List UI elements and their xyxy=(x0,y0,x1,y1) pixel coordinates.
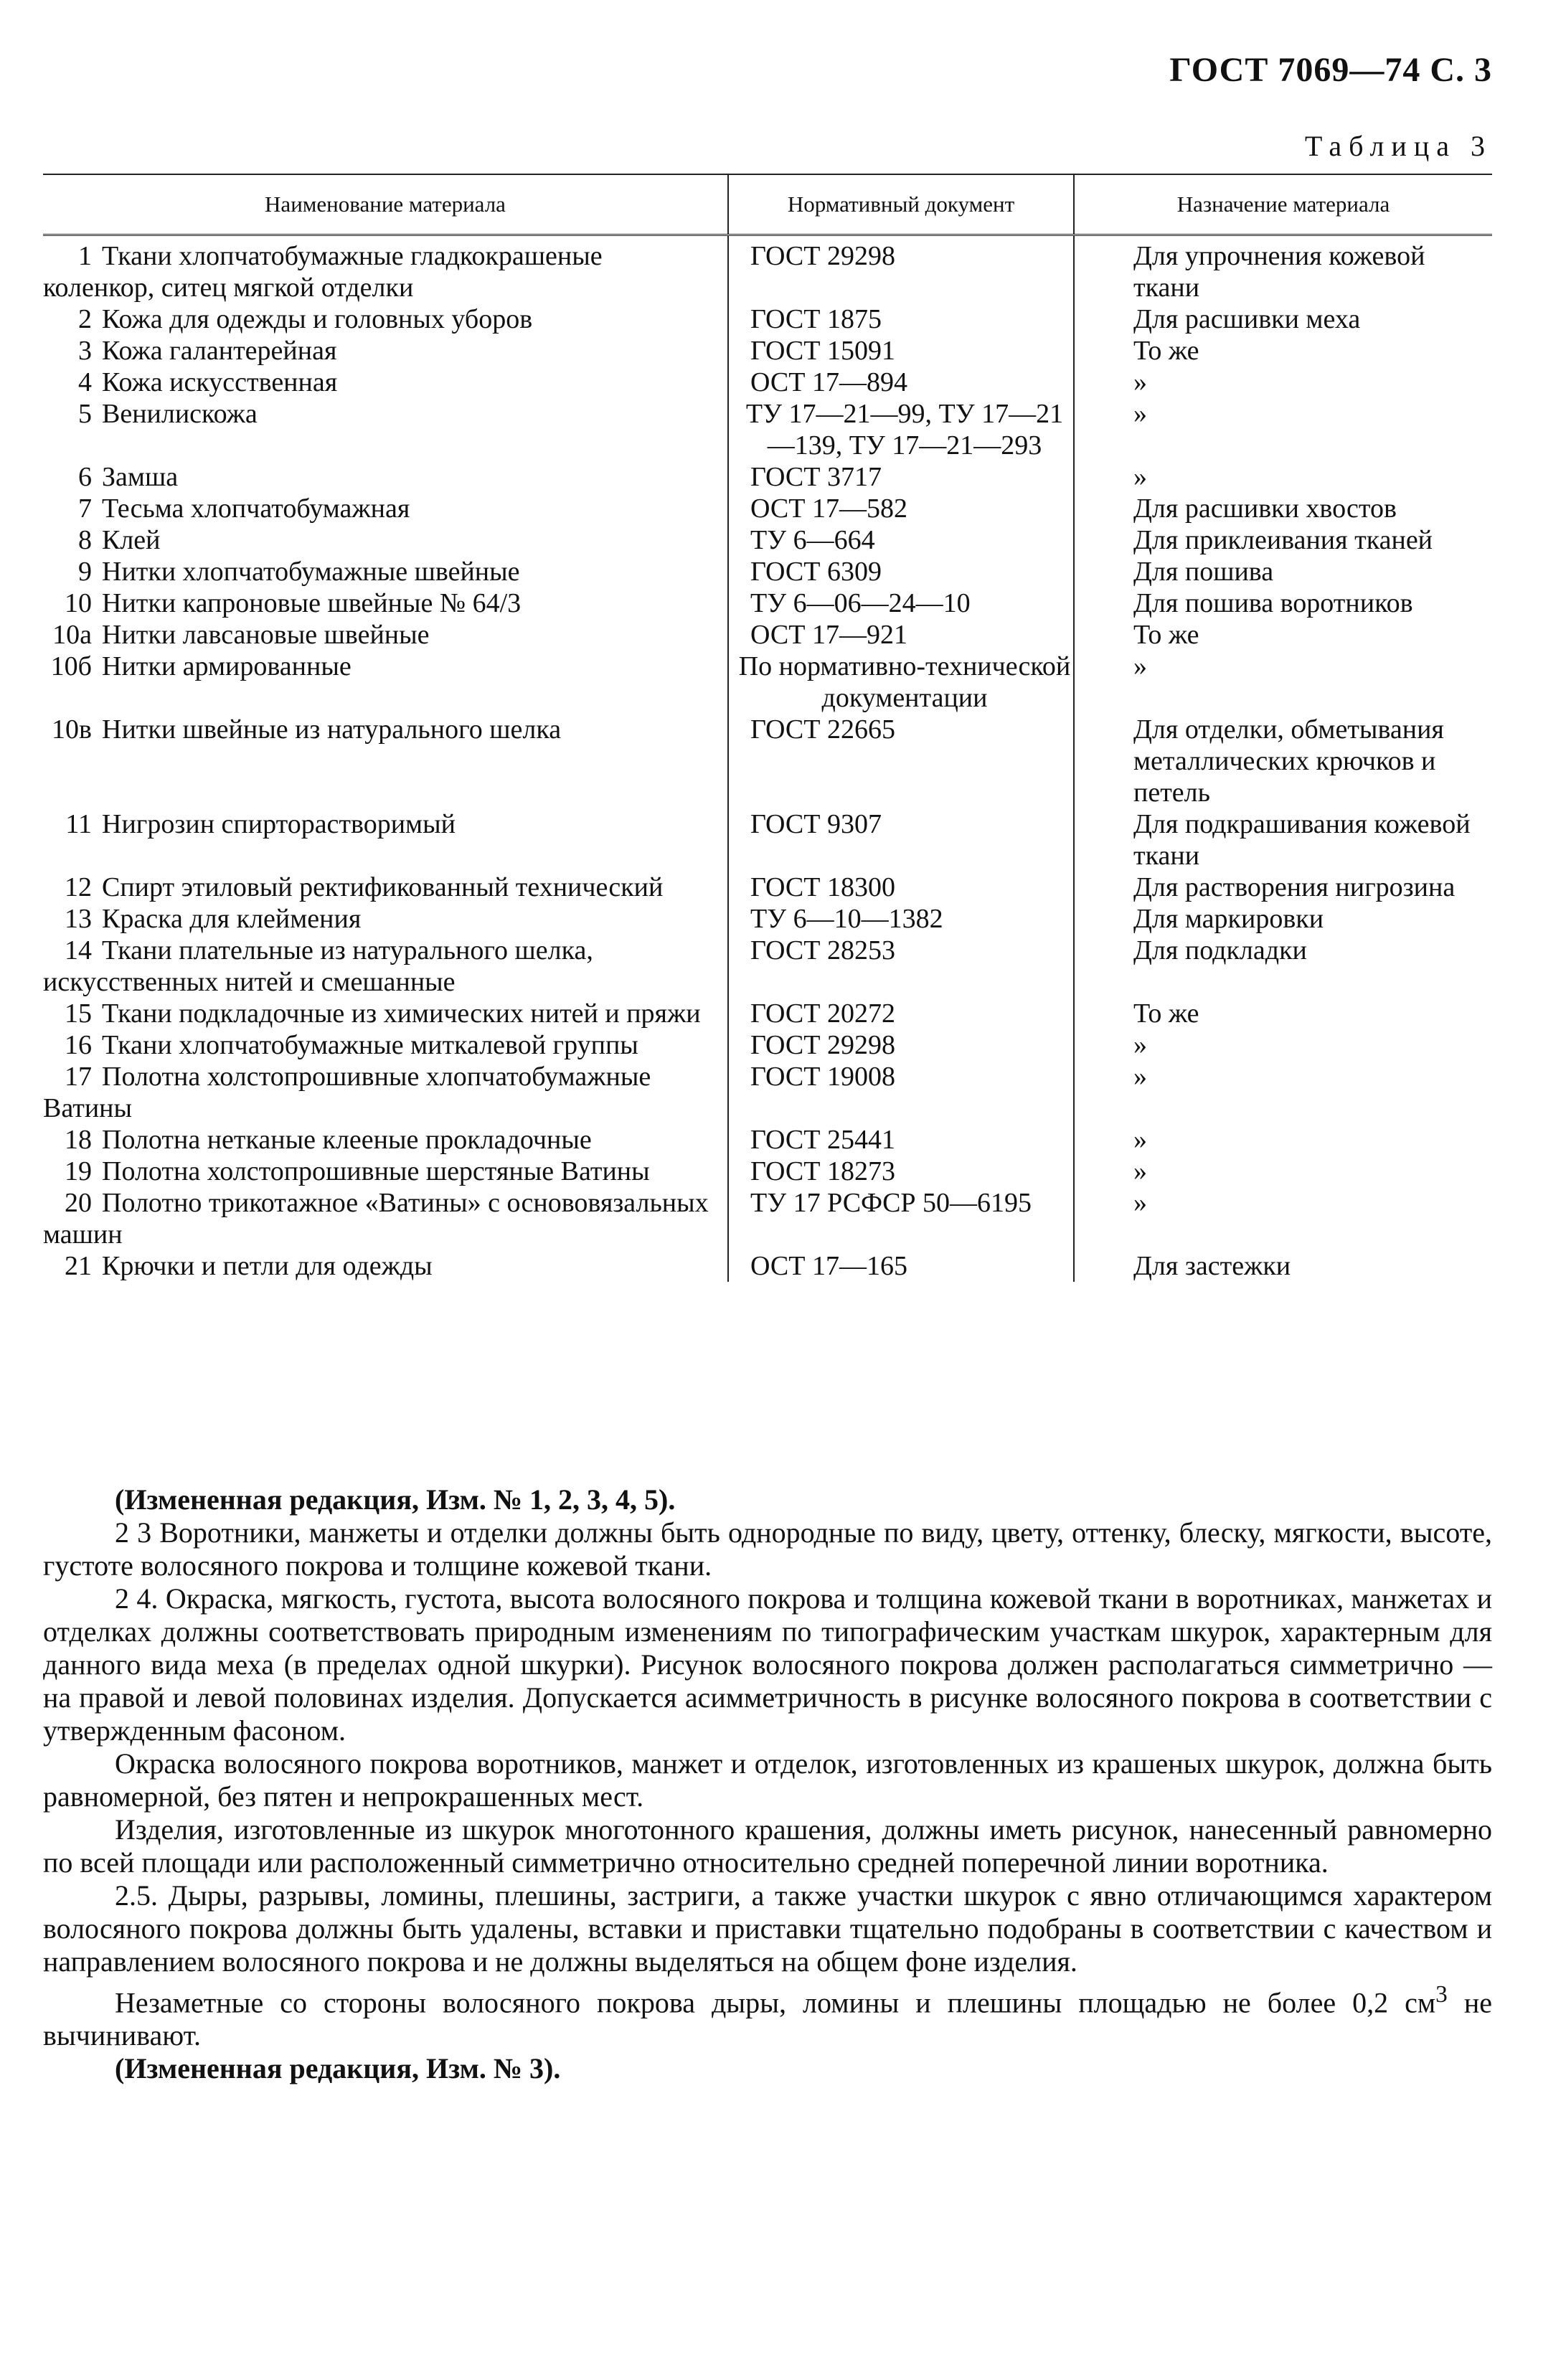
table-row xyxy=(43,651,1492,714)
table-row xyxy=(43,235,1492,304)
material-name-cell xyxy=(43,619,728,651)
purpose-cell xyxy=(1074,651,1492,714)
purpose-cell xyxy=(1074,714,1492,808)
table-row xyxy=(43,872,1492,903)
material-name: Кожа для одежды и головных уборов xyxy=(102,304,533,334)
row-number: 4 xyxy=(78,367,92,397)
document-cell: ОСТ 17—921 xyxy=(728,619,1074,651)
purpose-cell xyxy=(1074,872,1492,903)
purpose-cell xyxy=(1074,1061,1492,1124)
paragraph-2-4: 2 4. Окраска, мягкость, густота, высота волосяного покрова и толщина кожевой ткани в воротниках, манжетах и отделках должны соответствовать природным изменениям по типографическим участкам шкурок, характерным для данного вида меха (в пределах одной шкурки). Рисунок волосяного покрова должен располагаться симметрично — на правой и левой половинах изделия. Допускается асимметричность в рисунке волосяного покрова в соответствии с утвержденным фасоном. xyxy=(43,1582,1492,1747)
purpose-cell xyxy=(1074,367,1492,398)
material-name-cell xyxy=(43,493,728,524)
row-number: 3 xyxy=(78,336,92,366)
purpose-text: » xyxy=(1133,1125,1147,1155)
material-name-cell xyxy=(43,651,728,714)
amendment-note-2: (Измененная редакция, Изм. № 3). xyxy=(115,2052,561,2085)
table-row xyxy=(43,1156,1492,1187)
row-number: 20 xyxy=(65,1188,92,1218)
table-row xyxy=(43,367,1492,398)
purpose-cell xyxy=(1074,903,1492,935)
paragraph-2-5: 2.5. Дыры, разрывы, ломины, плешины, застриги, а также участки шкурок с явно отличающимся характером волосяного покрова должны быть удалены, вставки и приставки тщательно подобраны в соответствии с качеством и направлением волосяного покрова и не должны выделяться на общем фоне изделия. xyxy=(43,1879,1492,1978)
purpose-cell xyxy=(1074,619,1492,651)
material-name-cell xyxy=(43,367,728,398)
row-number: 7 xyxy=(78,494,92,524)
document-cell: ТУ 6—664 xyxy=(728,524,1074,556)
material-name-cell xyxy=(43,1156,728,1187)
document-cell: ОСТ 17—165 xyxy=(728,1250,1074,1282)
materials-table xyxy=(43,174,1492,1282)
purpose-cell xyxy=(1074,1124,1492,1156)
purpose-cell xyxy=(1074,235,1492,304)
paragraph-2-4-multitone: Изделия, изготовленные из шкурок многотонного крашения, должны иметь рисунок, нанесенный равномерно по всей площади или расположенный симметрично относительно средней поперечной линии воротника. xyxy=(43,1813,1492,1879)
purpose-text: Для расшивки хвостов xyxy=(1133,494,1397,524)
purpose-text: Для отделки, обметывания металлических крючков и петель xyxy=(1133,714,1444,808)
purpose-text: Для подкладки xyxy=(1133,935,1307,965)
material-name: Спирт этиловый ректификованный технический xyxy=(102,872,664,902)
table-row xyxy=(43,619,1492,651)
purpose-cell xyxy=(1074,1156,1492,1187)
material-name: Полотна холстопрошивные шерстяные Ватины xyxy=(102,1156,650,1186)
material-name: Ткани хлопчатобумажные гладкокрашеные коленкор, ситец мягкой отделки xyxy=(43,241,603,303)
material-name-cell xyxy=(43,903,728,935)
document-cell: ГОСТ 1875 xyxy=(728,303,1074,335)
material-name: Полотна холстопрошивные хлопчатобумажные Ватины xyxy=(43,1062,651,1123)
table-row xyxy=(43,398,1492,461)
document-cell: ГОСТ 28253 xyxy=(728,935,1074,998)
material-name-cell xyxy=(43,524,728,556)
material-name: Крючки и петли для одежды xyxy=(102,1251,433,1281)
table-row xyxy=(43,1250,1492,1282)
material-name: Полотно трикотажное «Ватины» с основовязальных машин xyxy=(43,1188,709,1250)
row-number: 19 xyxy=(65,1156,92,1186)
purpose-cell xyxy=(1074,398,1492,461)
material-name-cell xyxy=(43,1250,728,1282)
table-row xyxy=(43,335,1492,367)
purpose-cell xyxy=(1074,556,1492,587)
material-name-cell xyxy=(43,1124,728,1156)
table-row xyxy=(43,808,1492,872)
material-name: Нигрозин спирторастворимый xyxy=(102,809,456,839)
purpose-cell xyxy=(1074,493,1492,524)
row-number: 11 xyxy=(65,809,92,839)
purpose-text: Для растворения нигрозина xyxy=(1133,872,1456,902)
material-name-cell xyxy=(43,872,728,903)
material-name-cell xyxy=(43,335,728,367)
document-cell: ГОСТ 18273 xyxy=(728,1156,1074,1187)
table-row xyxy=(43,714,1492,808)
purpose-text: » xyxy=(1133,1156,1147,1186)
material-name-cell xyxy=(43,556,728,587)
material-name: Краска для клеймения xyxy=(102,904,362,934)
table-row xyxy=(43,303,1492,335)
document-cell: ГОСТ 29298 xyxy=(728,235,1074,304)
purpose-text: То же xyxy=(1133,620,1199,650)
table-caption: Таблица 3 xyxy=(1304,130,1492,162)
row-number: 13 xyxy=(65,904,92,934)
purpose-text: Для упрочнения кожевой ткани xyxy=(1133,241,1425,303)
purpose-cell xyxy=(1074,461,1492,493)
material-name: Кожа искусственная xyxy=(102,367,338,397)
document-cell: ТУ 6—06—24—10 xyxy=(728,587,1074,619)
table-row xyxy=(43,461,1492,493)
purpose-text: Для расшивки меха xyxy=(1133,304,1361,334)
document-cell: ГОСТ 18300 xyxy=(728,872,1074,903)
document-cell: ТУ 17 РСФСР 50—6195 xyxy=(728,1187,1074,1250)
row-number: 6 xyxy=(78,462,92,492)
row-number: 16 xyxy=(65,1030,92,1060)
row-number: 8 xyxy=(78,525,92,555)
purpose-cell xyxy=(1074,587,1492,619)
material-name-cell xyxy=(43,303,728,335)
document-cell: ГОСТ 22665 xyxy=(728,714,1074,808)
holes-superscript: 3 xyxy=(1435,1981,1448,2008)
purpose-text: Для пошива xyxy=(1133,557,1274,587)
document-cell: По нормативно-технической документации xyxy=(728,651,1074,714)
row-number: 10б xyxy=(50,651,92,681)
purpose-cell xyxy=(1074,998,1492,1029)
purpose-text: » xyxy=(1133,399,1147,429)
holes-text: Незаметные со стороны волосяного покрова дыры, ломины и плешины площадью не более 0,2 см xyxy=(115,1986,1436,2019)
row-number: 1 xyxy=(78,241,92,271)
purpose-text: » xyxy=(1133,1030,1147,1060)
column-header-purpose: Назначение материала xyxy=(1074,174,1492,235)
material-name: Ткани плательные из натурального шелка, искусственных нитей и смешанные xyxy=(43,935,593,997)
holes-text-end: не вычинивают. xyxy=(43,1986,1492,2052)
material-name: Полотна нетканые клееные прокладочные xyxy=(102,1125,592,1155)
row-number: 2 xyxy=(78,304,92,334)
column-header-name: Наименование материала xyxy=(43,174,728,235)
table-row xyxy=(43,493,1492,524)
purpose-cell xyxy=(1074,524,1492,556)
row-number: 18 xyxy=(65,1125,92,1155)
table-row xyxy=(43,1029,1492,1061)
document-cell: ОСТ 17—894 xyxy=(728,367,1074,398)
row-number: 17 xyxy=(65,1062,92,1092)
table-row xyxy=(43,556,1492,587)
purpose-cell xyxy=(1074,1029,1492,1061)
material-name: Тесьма хлопчатобумажная xyxy=(102,494,410,524)
table-row xyxy=(43,1124,1492,1156)
document-cell: ГОСТ 6309 xyxy=(728,556,1074,587)
material-name-cell xyxy=(43,398,728,461)
table-row xyxy=(43,1187,1492,1250)
paragraph-2-3: 2 3 Воротники, манжеты и отделки должны быть однородные по виду, цвету, оттенку, блеску, мягкости, высоте, густоте волосяного покрова и толщине кожевой ткани. xyxy=(43,1516,1492,1582)
material-name: Замша xyxy=(102,462,179,492)
material-name-cell xyxy=(43,235,728,304)
purpose-text: » xyxy=(1133,462,1147,492)
material-name: Нитки швейные из натурального шелка xyxy=(102,714,562,745)
table-row xyxy=(43,524,1492,556)
document-cell: ГОСТ 3717 xyxy=(728,461,1074,493)
material-name: Нитки армированные xyxy=(102,651,352,681)
document-cell: ГОСТ 20272 xyxy=(728,998,1074,1029)
purpose-cell xyxy=(1074,1250,1492,1282)
document-cell: ТУ 6—10—1382 xyxy=(728,903,1074,935)
purpose-cell xyxy=(1074,303,1492,335)
purpose-cell xyxy=(1074,335,1492,367)
material-name-cell xyxy=(43,998,728,1029)
table-row xyxy=(43,587,1492,619)
body-text xyxy=(43,1483,1492,2085)
material-name: Ткани подкладочные из химических нитей и пряжи xyxy=(102,998,701,1029)
column-header-document: Нормативный документ xyxy=(728,174,1074,235)
material-name-cell xyxy=(43,714,728,808)
row-number: 21 xyxy=(65,1251,92,1281)
row-number: 14 xyxy=(65,935,92,965)
page-header: ГОСТ 7069—74 С. 3 xyxy=(1169,51,1492,89)
row-number: 10 xyxy=(65,588,92,618)
row-number: 12 xyxy=(65,872,92,902)
material-name: Ткани хлопчатобумажные миткалевой группы xyxy=(102,1030,638,1060)
document-cell: ТУ 17—21—99, ТУ 17—21—139, ТУ 17—21—293 xyxy=(728,398,1074,461)
purpose-text: Для пошива воротников xyxy=(1133,588,1413,618)
material-name-cell xyxy=(43,587,728,619)
material-name: Клей xyxy=(102,525,161,555)
material-name: Венилискожа xyxy=(102,399,258,429)
document-cell: ГОСТ 9307 xyxy=(728,808,1074,872)
document-cell: ГОСТ 15091 xyxy=(728,335,1074,367)
purpose-cell xyxy=(1074,808,1492,872)
material-name-cell xyxy=(43,935,728,998)
row-number: 15 xyxy=(65,998,92,1029)
purpose-text: Для приклеивания тканей xyxy=(1133,525,1433,555)
purpose-text: Для подкрашивания кожевой ткани xyxy=(1133,809,1471,871)
purpose-cell xyxy=(1074,1187,1492,1250)
material-name-cell xyxy=(43,1061,728,1124)
purpose-text: То же xyxy=(1133,336,1199,366)
table-row xyxy=(43,1061,1492,1124)
table-row xyxy=(43,903,1492,935)
purpose-text: » xyxy=(1133,367,1147,397)
purpose-text: Для застежки xyxy=(1133,1251,1291,1281)
table-body xyxy=(43,235,1492,1283)
purpose-text: » xyxy=(1133,1062,1147,1092)
table-row xyxy=(43,998,1492,1029)
document-cell: ОСТ 17—582 xyxy=(728,493,1074,524)
purpose-cell xyxy=(1074,935,1492,998)
row-number: 10а xyxy=(52,620,92,650)
row-number: 10в xyxy=(52,714,92,745)
row-number: 5 xyxy=(78,399,92,429)
purpose-text: То же xyxy=(1133,998,1199,1029)
purpose-text: » xyxy=(1133,1188,1147,1218)
material-name-cell xyxy=(43,461,728,493)
material-name-cell xyxy=(43,1029,728,1061)
row-number: 9 xyxy=(78,557,92,587)
purpose-text: Для маркировки xyxy=(1133,904,1324,934)
material-name: Нитки лавсановые швейные xyxy=(102,620,430,650)
document-cell: ГОСТ 19008 xyxy=(728,1061,1074,1124)
material-name-cell xyxy=(43,808,728,872)
material-name: Кожа галантерейная xyxy=(102,336,337,366)
document-cell: ГОСТ 29298 xyxy=(728,1029,1074,1061)
table-header-row xyxy=(43,174,1492,235)
paragraph-2-5-holes xyxy=(43,1978,1492,2052)
paragraph-2-4-dyeing: Окраска волосяного покрова воротников, манжет и отделок, изготовленных из крашеных шкурок, должна быть равномерной, без пятен и непрокрашенных мест. xyxy=(43,1747,1492,1813)
purpose-text: » xyxy=(1133,651,1147,681)
document-cell: ГОСТ 25441 xyxy=(728,1124,1074,1156)
material-name: Нитки хлопчатобумажные швейные xyxy=(102,557,520,587)
material-name-cell xyxy=(43,1187,728,1250)
table-row xyxy=(43,935,1492,998)
material-name: Нитки капроновые швейные № 64/3 xyxy=(102,588,522,618)
amendment-note: (Измененная редакция, Изм. № 1, 2, 3, 4, 5). xyxy=(115,1483,676,1516)
